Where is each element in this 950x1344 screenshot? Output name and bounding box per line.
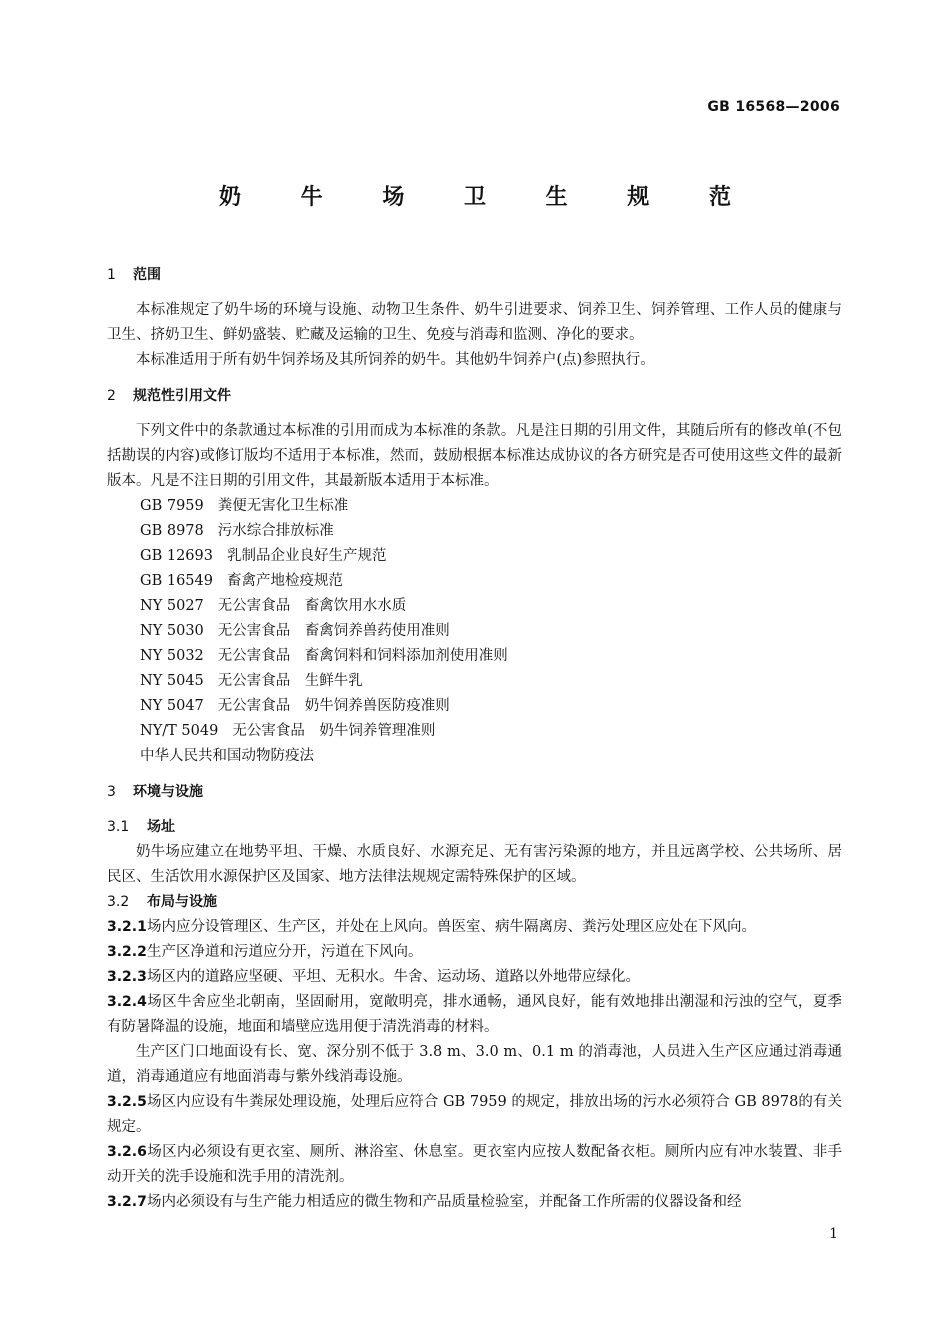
clause-text: 场区内的道路应坚硬、平坦、无积水。牛舍、运动场、道路以外地带应绿化。 [147,969,640,985]
reference-item [107,644,842,669]
clause-text: 场区内应设有牛粪尿处理设施，处理后应符合 GB 7959 的规定，排放出场的污水必须符合 GB 8978的有关规定。 [107,1094,842,1135]
reference-code: NY 5045 [140,673,204,689]
page-number: 1 [829,1226,838,1242]
reference-code: NY 5030 [140,623,204,639]
clause-number: 3.2.1 [107,919,147,935]
clause [107,1140,842,1190]
clause-text: 场区内必须设有更衣室、厕所、淋浴室、休息室。更衣室内应按人数配备衣柜。厕所内应有冲水装置、非手动开关的洗手设施和洗手用的清洗剂。 [107,1144,842,1185]
reference-code: NY/T 5049 [140,723,219,739]
reference-item [107,744,842,769]
clause [107,990,842,1040]
reference-code: GB 16549 [140,573,213,589]
reference-item [107,569,842,594]
section-heading-3 [107,780,842,805]
document-title: 奶 牛 场 卫 生 规 范 [219,185,757,210]
reference-code: NY 5047 [140,698,204,714]
reference-name: 畜禽产地检疫规范 [226,573,343,589]
subsection-number: 3.1 [107,819,130,835]
reference-name: 污水综合排放标准 [217,523,334,539]
reference-name: 无公害食品 生鲜牛乳 [217,673,363,689]
clause-number: 3.2.5 [107,1094,147,1110]
reference-name: 无公害食品 畜禽饲养兽药使用准则 [217,623,450,639]
reference-name: 无公害食品 奶牛饲养兽医防疫准则 [217,698,450,714]
standard-number: GB 16568—2006 [707,99,840,115]
reference-code: GB 12693 [140,548,213,564]
reference-item [107,544,842,569]
reference-name: 粪便无害化卫生标准 [217,498,349,514]
reference-name: 乳制品企业良好生产规范 [226,548,387,564]
clause [107,1190,842,1215]
document-body [107,259,842,1215]
section-title: 环境与设施 [133,784,203,800]
reference-item [107,669,842,694]
reference-name: 无公害食品 奶牛饲养管理准则 [232,723,436,739]
clause [107,965,842,990]
clause [107,915,842,940]
reference-item [107,519,842,544]
clause [107,940,842,965]
section-heading-1 [107,263,842,288]
clause-text: 场内应分设管理区、生产区，并处在上风向。兽医室、病牛隔离房、粪污处理区应处在下风向。 [147,919,756,935]
clause-text: 生产区净道和污道应分开，污道在下风向。 [147,944,423,960]
subsection-title: 场址 [147,819,175,835]
section-number: 2 [107,388,116,404]
reference-item [107,594,842,619]
section-number: 3 [107,784,116,800]
reference-name: 无公害食品 畜禽饲料和饲料添加剂使用准则 [217,648,508,664]
subsection-number: 3.2 [107,894,130,910]
reference-code: NY 5032 [140,648,204,664]
paragraph: 下列文件中的条款通过本标准的引用而成为本标准的条款。凡是注日期的引用文件，其随后所有的修改单(不包括勘误的内容)或修订版均不适用于本标准，然而，鼓励根据本标准达成协议的各方研究是否可使用这些文件的最新版本。凡是不注日期的引用文件，其最新版本适用于本标准。 [107,423,842,489]
clause [107,1090,842,1140]
subsection-title: 布局与设施 [147,894,217,910]
clause-number: 3.2.7 [107,1194,147,1210]
paragraph: 本标准规定了奶牛场的环境与设施、动物卫生条件、奶牛引进要求、饲养卫生、饲养管理、工作人员的健康与卫生、挤奶卫生、鲜奶盛装、贮藏及运输的卫生、免疫与消毒和监测、净化的要求。 [107,302,842,343]
reference-item [107,694,842,719]
paragraph: 奶牛场应建立在地势平坦、干燥、水质良好、水源充足、无有害污染源的地方，并且远离学校、公共场所、居民区、生活饮用水源保护区及国家、地方法律法规规定需特殊保护的区域。 [107,844,842,885]
reference-code: NY 5027 [140,598,204,614]
reference-name: 中华人民共和国动物防疫法 [140,748,314,764]
clause-number: 3.2.6 [107,1144,147,1160]
reference-name: 无公害食品 畜禽饮用水水质 [217,598,407,614]
clause-text: 场区牛舍应坐北朝南，坚固耐用，宽敞明亮，排水通畅，通风良好，能有效地排出潮湿和污浊的空气，夏季有防暑降温的设施，地面和墙壁应选用便于清洗消毒的材料。 [107,994,842,1035]
subsection-heading-3-2 [107,890,842,915]
reference-item [107,494,842,519]
section-title: 规范性引用文件 [133,388,231,404]
clause-text: 场内必须设有与生产能力相适应的微生物和产品质量检验室，并配备工作所需的仪器设备和经 [147,1194,742,1210]
reference-code: GB 8978 [140,523,204,539]
clause-number: 3.2.2 [107,944,147,960]
clause-number: 3.2.3 [107,969,147,985]
section-heading-2 [107,384,842,409]
section-title: 范围 [133,267,161,283]
reference-code: GB 7959 [140,498,204,514]
paragraph: 本标准适用于所有奶牛饲养场及其所饲养的奶牛。其他奶牛饲养户(点)参照执行。 [136,352,655,368]
reference-item [107,719,842,744]
clause-number: 3.2.4 [107,994,147,1010]
reference-item [107,619,842,644]
subsection-heading-3-1 [107,815,842,840]
paragraph: 生产区门口地面设有长、宽、深分别不低于 3.8 m、3.0 m、0.1 m 的消毒池，人员进入生产区应通过消毒通道，消毒通道应有地面消毒与紫外线消毒设施。 [107,1044,842,1085]
section-number: 1 [107,267,116,283]
